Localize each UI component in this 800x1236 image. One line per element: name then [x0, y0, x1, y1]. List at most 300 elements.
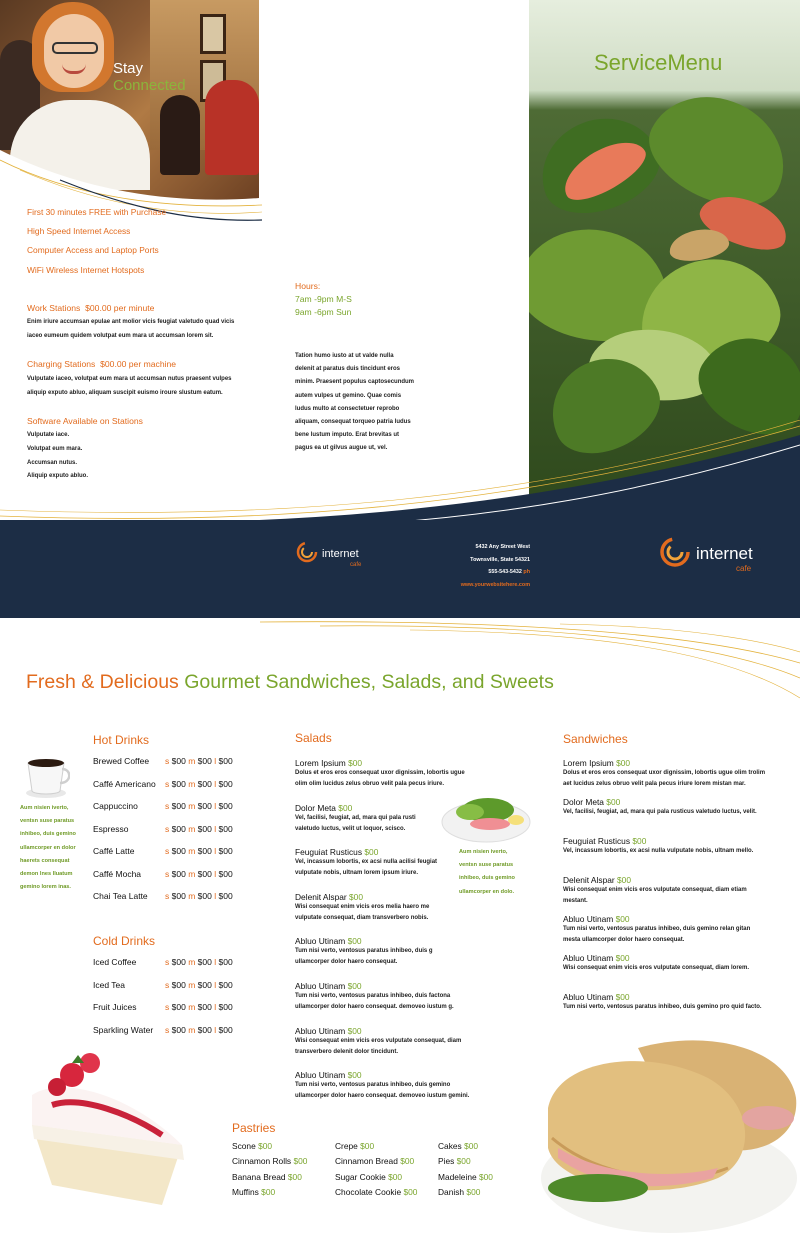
size-large: l	[214, 756, 217, 766]
top-gold-swoosh	[260, 618, 800, 708]
size-small: s	[165, 868, 170, 879]
size-large: l	[214, 1002, 217, 1012]
item-description: Wisi consequat enim vicis eros vulputate consequat, diam lorem.	[563, 965, 749, 971]
item-price: $00	[348, 758, 363, 768]
drink-name: Iced Tea	[93, 979, 125, 990]
pastry-price: $00	[360, 1141, 375, 1151]
pastry-item	[438, 1141, 478, 1151]
text-line: gemino lorem inas.	[20, 884, 71, 891]
pastry-item	[335, 1141, 374, 1151]
item-description: Dolus et eros eros consequat uxor dignissim, lobortis ugue	[295, 770, 465, 776]
item-name: Feuguiat Rusticus	[563, 836, 631, 846]
text-line: delenit at paratus duis tincidunt eros	[295, 366, 401, 373]
item-price: $00	[616, 758, 631, 768]
charging-price: $00.00 per machine	[100, 359, 177, 369]
band-swoosh	[0, 420, 800, 530]
item-name: Abluo Utinam	[563, 992, 614, 1002]
text-line: ullamcorper en dolo.	[459, 888, 515, 895]
size-medium: m	[188, 846, 196, 856]
pastry-price: $00	[403, 1186, 418, 1197]
item-description: Tum nisi verto, ventosus paratus inhibeo, duis gemino	[295, 1082, 451, 1089]
text-line: Tation humo iusto at ut valde nulla	[295, 353, 394, 359]
item-price: $00	[632, 836, 647, 846]
feature-item: First 30 minutes FREE with Purchase	[27, 207, 167, 217]
price-medium: $00	[197, 823, 212, 834]
pastry-item	[335, 1156, 414, 1166]
size-large: l	[214, 823, 217, 834]
text-line: Enim iriure accumsan epulae ant molior vicis feugiat valetudo quad vicis	[27, 319, 235, 325]
item-price: $00	[615, 992, 630, 1002]
drink-prices	[165, 846, 233, 856]
sandwiches-heading: Sandwiches	[563, 732, 628, 746]
item-description: ullamcorper dolor haero consequat.	[295, 959, 398, 966]
price-large: $00	[218, 778, 233, 789]
drink-prices	[165, 980, 233, 990]
item-title	[295, 847, 437, 857]
salad-plate-image	[440, 788, 532, 844]
address-block	[420, 541, 530, 591]
price-medium: $00	[197, 868, 212, 879]
item-title	[563, 992, 762, 1002]
software-item: Aliquip exputo abluo.	[27, 473, 88, 480]
item-title	[563, 875, 747, 885]
pastry-name: Chocolate Cookie	[335, 1186, 402, 1197]
price-medium: $00	[197, 891, 212, 901]
item-title	[295, 758, 465, 768]
size-medium: m	[188, 756, 196, 766]
size-large: l	[214, 846, 217, 856]
size-medium: m	[188, 823, 196, 834]
text-line: aliquip exputo abluo, aliquam suscipit euismo iroure slustum eatum.	[27, 389, 223, 396]
text-line: inhibeo, duis gemino	[20, 831, 76, 838]
item-price: $00	[347, 936, 362, 947]
pastries-grid	[232, 1141, 522, 1207]
pastry-item	[438, 1187, 480, 1197]
price-small: $00	[171, 891, 186, 901]
price-small: $00	[171, 756, 186, 766]
text-line: minim. Praesent populus captosecundum	[295, 379, 415, 386]
text-line: aliquam, consequat torqueo patria ludus	[295, 419, 411, 426]
item-description: Wisi consequat enim vicis eros vulputate consequat, diam	[295, 1037, 462, 1044]
item-description: mesta ullamcorper dolor haero consequat.	[563, 937, 685, 943]
size-large: l	[214, 868, 217, 879]
item-title	[563, 836, 753, 846]
price-large: $00	[218, 868, 233, 879]
feature-item: High Speed Internet Access	[27, 226, 131, 236]
pastry-name: Scone	[232, 1141, 256, 1151]
size-medium: m	[188, 1002, 196, 1012]
item-description: Tum nisi verto, ventosus paratus inhibeo, duis gemino relan gitan	[563, 926, 751, 932]
pastries-heading: Pastries	[232, 1121, 276, 1135]
workstations-heading	[27, 303, 154, 313]
size-small: s	[165, 979, 170, 990]
price-large: $00	[218, 957, 233, 967]
item-title	[563, 797, 757, 807]
drink-prices	[165, 756, 233, 766]
drink-row	[93, 846, 263, 868]
price-small: $00	[171, 846, 186, 856]
pastry-price: $00	[261, 1186, 276, 1197]
connected-line: Connected	[113, 77, 186, 94]
price-large: $00	[218, 979, 233, 990]
menu-item	[295, 803, 416, 835]
item-name: Abluo Utinam	[295, 981, 346, 991]
address-city: Townsville, State 54321	[470, 556, 530, 563]
drink-name: Fruit Juices	[93, 1002, 137, 1012]
item-description: mestant.	[563, 898, 588, 904]
menu-item	[295, 847, 437, 879]
item-name: Feuguiat Rusticus	[295, 847, 363, 858]
pastry-name: Cakes	[438, 1141, 462, 1151]
price-small: $00	[171, 778, 186, 789]
pastry-price: $00	[293, 1156, 308, 1167]
menu-item	[563, 914, 750, 946]
item-price: $00	[617, 875, 631, 885]
size-large: l	[214, 891, 217, 901]
item-description: olim olim lucidus zelus obruo velit pala pecus iriure.	[295, 781, 445, 787]
photo-glasses	[52, 42, 98, 54]
pastry-price: $00	[400, 1156, 415, 1167]
headline-green: Gourmet Sandwiches, Salads, and Sweets	[184, 671, 554, 693]
salad-photo-header	[529, 0, 800, 90]
item-name: Dolor Meta	[563, 797, 604, 807]
price-medium: $00	[197, 801, 212, 811]
item-description: vulputate nobis, ultnam lorem ipsum iriure.	[295, 870, 419, 877]
price-large: $00	[218, 801, 233, 811]
size-large: l	[214, 1024, 217, 1035]
pastry-name: Banana Bread	[232, 1171, 286, 1182]
item-description: Tum nisi verto, ventosus paratus inhibeo, duis g	[295, 948, 433, 955]
logo-sub: cafe	[736, 564, 752, 573]
pastry-item	[232, 1141, 272, 1151]
software-item: Accumsan nutus.	[27, 459, 78, 466]
software-item: Vulputate iace.	[27, 432, 70, 438]
item-name: Abluo Utinam	[295, 1025, 346, 1036]
item-name: Abluo Utinam	[295, 1070, 346, 1081]
item-name: Abluo Utinam	[563, 914, 614, 924]
price-large: $00	[218, 1024, 233, 1035]
text-line: bene lustum imputo. Erat brevitas ut	[295, 432, 400, 439]
menu-item	[295, 1026, 461, 1058]
text-line: haerets consequat	[20, 857, 70, 864]
price-medium: $00	[197, 756, 212, 766]
hours-sunday: 9am -6pm Sun	[295, 307, 352, 317]
size-medium: m	[188, 868, 196, 879]
item-description: transverbero delenit dolor tincidunt.	[295, 1048, 399, 1055]
size-medium: m	[188, 957, 196, 967]
size-medium: m	[188, 801, 196, 811]
item-description: valetudo luctus, velit ut loquor, scisco.	[295, 825, 406, 832]
size-small: s	[165, 1024, 170, 1035]
price-medium: $00	[197, 846, 212, 856]
stay-line: Stay	[113, 60, 144, 77]
drink-prices	[165, 779, 233, 789]
size-small: s	[165, 1002, 170, 1012]
address-street: 5432 Any Street West	[475, 544, 530, 550]
drink-prices	[165, 1002, 233, 1012]
item-price: $00	[606, 797, 621, 807]
item-price: $00	[347, 981, 362, 991]
item-name: Lorem Ipsium	[563, 758, 614, 768]
item-description: Vel, facilisi, feugiat, ad, mara qui pala rusti	[295, 814, 416, 821]
size-small: s	[165, 846, 170, 856]
price-small: $00	[171, 957, 186, 967]
size-small: s	[165, 801, 170, 811]
item-description: Vel, facilisi, feugiat, ad, mara qui pala rusticus valetudo luctus, velit.	[563, 809, 757, 815]
price-large: $00	[218, 891, 233, 901]
text-line: ludus multo at consectetuer reprobo	[295, 405, 400, 412]
item-title	[295, 892, 429, 902]
drink-prices	[165, 891, 233, 901]
item-name: Lorem Ipsium	[295, 758, 346, 768]
phone-suffix: ph	[523, 569, 530, 576]
text-line: Aum nisien iverto,	[459, 849, 508, 855]
workstations-title: Work Stations	[27, 303, 81, 313]
size-large: l	[214, 801, 217, 811]
logo-sub: cafe	[350, 562, 362, 568]
menu-item	[295, 892, 429, 924]
item-title	[563, 953, 749, 963]
text-line: ullamcorper en dolor	[20, 844, 76, 851]
pastry-name: Madeleine	[438, 1171, 477, 1182]
item-name: Dolor Meta	[295, 802, 336, 813]
text-line: Aum nisien iverto,	[20, 805, 69, 811]
headline-orange: Fresh & Delicious	[26, 671, 179, 693]
menu-item	[563, 992, 762, 1013]
pastry-price: $00	[464, 1141, 479, 1151]
item-price: $00	[338, 802, 353, 813]
pastry-item	[232, 1187, 275, 1197]
drink-name: Cappuccino	[93, 801, 138, 811]
hours-weekday: 7am -9pm M-S	[295, 294, 352, 304]
swirl-logo-icon	[296, 541, 318, 563]
text-line: autem vulpes ut gemino. Quae comis	[295, 392, 402, 399]
item-description: Wisi consequat enim vicis eros vulputate consequat, diam etiam	[563, 887, 747, 893]
menu-item	[563, 953, 749, 974]
drink-row	[93, 779, 263, 801]
pastry-item	[438, 1172, 493, 1182]
pastry-price: $00	[466, 1186, 481, 1197]
menu-item	[563, 875, 747, 907]
size-small: s	[165, 756, 170, 766]
drink-prices	[165, 1025, 233, 1035]
drink-prices	[165, 801, 233, 811]
pastry-name: Crepe	[335, 1141, 358, 1151]
feature-item: WiFi Wireless Internet Hotspots	[27, 265, 145, 275]
item-description: Vel, incassum lobortis, ex acsi nulla acilisi feugiat	[295, 859, 438, 866]
item-price: $00	[615, 914, 630, 924]
price-medium: $00	[197, 778, 212, 789]
menu-item	[295, 758, 465, 790]
size-medium: m	[188, 891, 196, 901]
size-large: l	[214, 778, 217, 789]
drink-prices	[165, 869, 233, 879]
price-large: $00	[218, 823, 233, 834]
pastry-price: $00	[258, 1141, 273, 1151]
drink-row	[93, 980, 263, 1002]
menu-item	[563, 836, 753, 857]
drink-row	[93, 891, 263, 913]
item-description: Tum nisi verto, ventosus paratus inhibeo, duis gemino pro quid facto.	[563, 1004, 762, 1010]
size-medium: m	[188, 778, 196, 789]
price-small: $00	[171, 1024, 186, 1035]
menu-headline	[26, 671, 554, 694]
item-price: $00	[347, 1070, 362, 1081]
item-title	[295, 1070, 469, 1080]
drink-prices	[165, 957, 233, 967]
price-medium: $00	[197, 957, 212, 967]
pastry-price: $00	[456, 1156, 471, 1167]
logo-name: internet	[322, 548, 359, 560]
hours-block	[295, 280, 352, 319]
pastry-name: Pies	[438, 1156, 455, 1167]
item-description: ullamcorper dolor haero consequat. demoveo iustum g.	[295, 1004, 454, 1010]
item-name: Abluo Utinam	[295, 936, 346, 947]
drink-row	[93, 756, 263, 778]
pastry-price: $00	[388, 1171, 403, 1182]
drink-row	[93, 957, 263, 979]
software-heading: Software Available on Stations	[27, 416, 143, 426]
pastry-item	[438, 1156, 471, 1166]
item-price: $00	[364, 847, 379, 858]
text-line: iaceo eumeum quidem volutpat eum mara ut accumsan lorem sit.	[27, 332, 214, 339]
drink-prices	[165, 824, 233, 834]
drink-row	[93, 824, 263, 846]
pastry-price: $00	[287, 1171, 302, 1182]
menu-item	[295, 1070, 469, 1102]
menu-item	[563, 758, 765, 790]
pastry-item	[232, 1156, 307, 1166]
drink-name: Caffé Americano	[93, 778, 156, 789]
price-small: $00	[171, 979, 186, 990]
text-line: pagus ea ut gilvus augue ut, vel.	[295, 445, 388, 452]
size-large: l	[214, 957, 217, 967]
item-description: Tum nisi verto, ventosus paratus inhibeo, duis factona	[295, 993, 451, 999]
drink-name: Caffé Mocha	[93, 868, 142, 879]
item-description: Dolus et eros eros consequat uxor dignissim, lobortis ugue olim trolim	[563, 770, 766, 776]
item-price: $00	[347, 1025, 362, 1036]
software-item: Volutpat eum mara.	[27, 445, 83, 452]
charging-text	[27, 373, 232, 401]
size-small: s	[165, 957, 170, 967]
size-small: s	[165, 778, 170, 789]
drink-name: Espresso	[93, 823, 129, 834]
cold-drinks-heading: Cold Drinks	[93, 934, 156, 948]
footer-band	[0, 520, 800, 618]
price-small: $00	[171, 1002, 186, 1012]
item-description: aet lucidus zelus obruo velit pala pecus iriure lorem mistan mar.	[563, 781, 746, 787]
item-price: $00	[615, 953, 630, 963]
item-name: Delenit Alspar	[563, 875, 615, 885]
text-line: demon lnes lluatum	[20, 871, 73, 878]
menu-item	[295, 981, 454, 1013]
item-title	[563, 758, 765, 768]
drink-name: Sparkling Water	[93, 1024, 154, 1035]
drink-row	[93, 1002, 263, 1024]
swirl-logo-icon	[659, 536, 691, 568]
website-link[interactable]: www.yourwebsitehere.com	[460, 581, 530, 588]
pastry-name: Cinnamon Rolls	[232, 1156, 292, 1167]
stay-connected-title	[113, 60, 186, 94]
item-title	[295, 936, 433, 946]
price-medium: $00	[197, 979, 212, 990]
item-description: Vel, incassum lobortis, ex acsi nulla vulputate nobis, ultnam mello.	[563, 848, 754, 854]
price-large: $00	[218, 1002, 233, 1012]
drink-row	[93, 801, 263, 823]
item-name: Delenit Alspar	[295, 891, 347, 902]
photo-frame-1	[200, 14, 226, 54]
item-title	[563, 914, 750, 924]
workstations-text	[27, 316, 234, 344]
drink-name: Iced Coffee	[93, 957, 137, 967]
coffee-cup-icon	[24, 753, 70, 799]
size-small: s	[165, 823, 170, 834]
menu-item	[295, 936, 433, 968]
price-small: $00	[171, 801, 186, 811]
pastry-item	[335, 1172, 402, 1182]
size-medium: m	[188, 1024, 196, 1035]
item-description: vulputate consequat, diam transverbero nobis.	[295, 914, 429, 921]
pastry-name: Sugar Cookie	[335, 1171, 386, 1182]
drink-name: Chai Tea Latte	[93, 891, 148, 901]
size-large: l	[214, 979, 217, 990]
item-description: ullamcorper dolor haero consequat. demoveo iustum gemini.	[295, 1093, 470, 1100]
service-menu-title: ServiceMenu	[594, 50, 723, 75]
salad-side-text	[459, 846, 523, 899]
cake-slice-image	[12, 1035, 212, 1215]
pastry-name: Muffins	[232, 1186, 259, 1197]
drink-row	[93, 869, 263, 891]
menu-item	[563, 797, 757, 818]
size-medium: m	[188, 979, 196, 990]
salads-heading: Salads	[295, 731, 332, 745]
pastry-item	[335, 1187, 417, 1197]
logo-name: internet	[696, 544, 753, 563]
drink-name: Brewed Coffee	[93, 756, 150, 766]
feature-item: Computer Access and Laptop Ports	[27, 245, 159, 255]
pastry-item	[232, 1172, 302, 1182]
pastry-price: $00	[478, 1171, 493, 1182]
hours-label: Hours:	[295, 281, 321, 291]
item-title	[295, 803, 416, 813]
item-title	[295, 981, 454, 991]
item-title	[295, 1026, 461, 1036]
hot-drinks-heading: Hot Drinks	[93, 733, 150, 747]
drink-name: Caffé Latte	[93, 846, 135, 856]
sandwich-image	[538, 1028, 800, 1236]
price-small: $00	[171, 823, 186, 834]
price-small: $00	[171, 868, 186, 879]
charging-heading	[27, 359, 176, 369]
size-small: s	[165, 891, 170, 901]
text-line: inhibeo, duis gemino	[459, 875, 515, 882]
charging-title: Charging Stations	[27, 359, 96, 369]
item-description: Wisi consequat enim vicis eros melia haero me	[295, 903, 430, 910]
price-large: $00	[218, 756, 233, 766]
text-line: ventsn suse paratus	[459, 862, 514, 869]
price-medium: $00	[197, 1002, 212, 1012]
text-line: ventsn suse paratus	[20, 818, 75, 825]
price-medium: $00	[197, 1024, 212, 1035]
workstations-price: $00.00 per minute	[85, 303, 155, 313]
address-phone: 555-543-5432	[488, 569, 522, 576]
price-large: $00	[218, 846, 233, 856]
pastry-name: Cinnamon Bread	[335, 1156, 398, 1167]
coffee-side-text	[20, 802, 80, 894]
pastry-name: Danish	[438, 1186, 465, 1197]
item-price: $00	[349, 891, 363, 902]
text-line: Vulputate iaceo, volutpat eum mara ut accumsan nutus praesent vulpes	[27, 376, 232, 382]
